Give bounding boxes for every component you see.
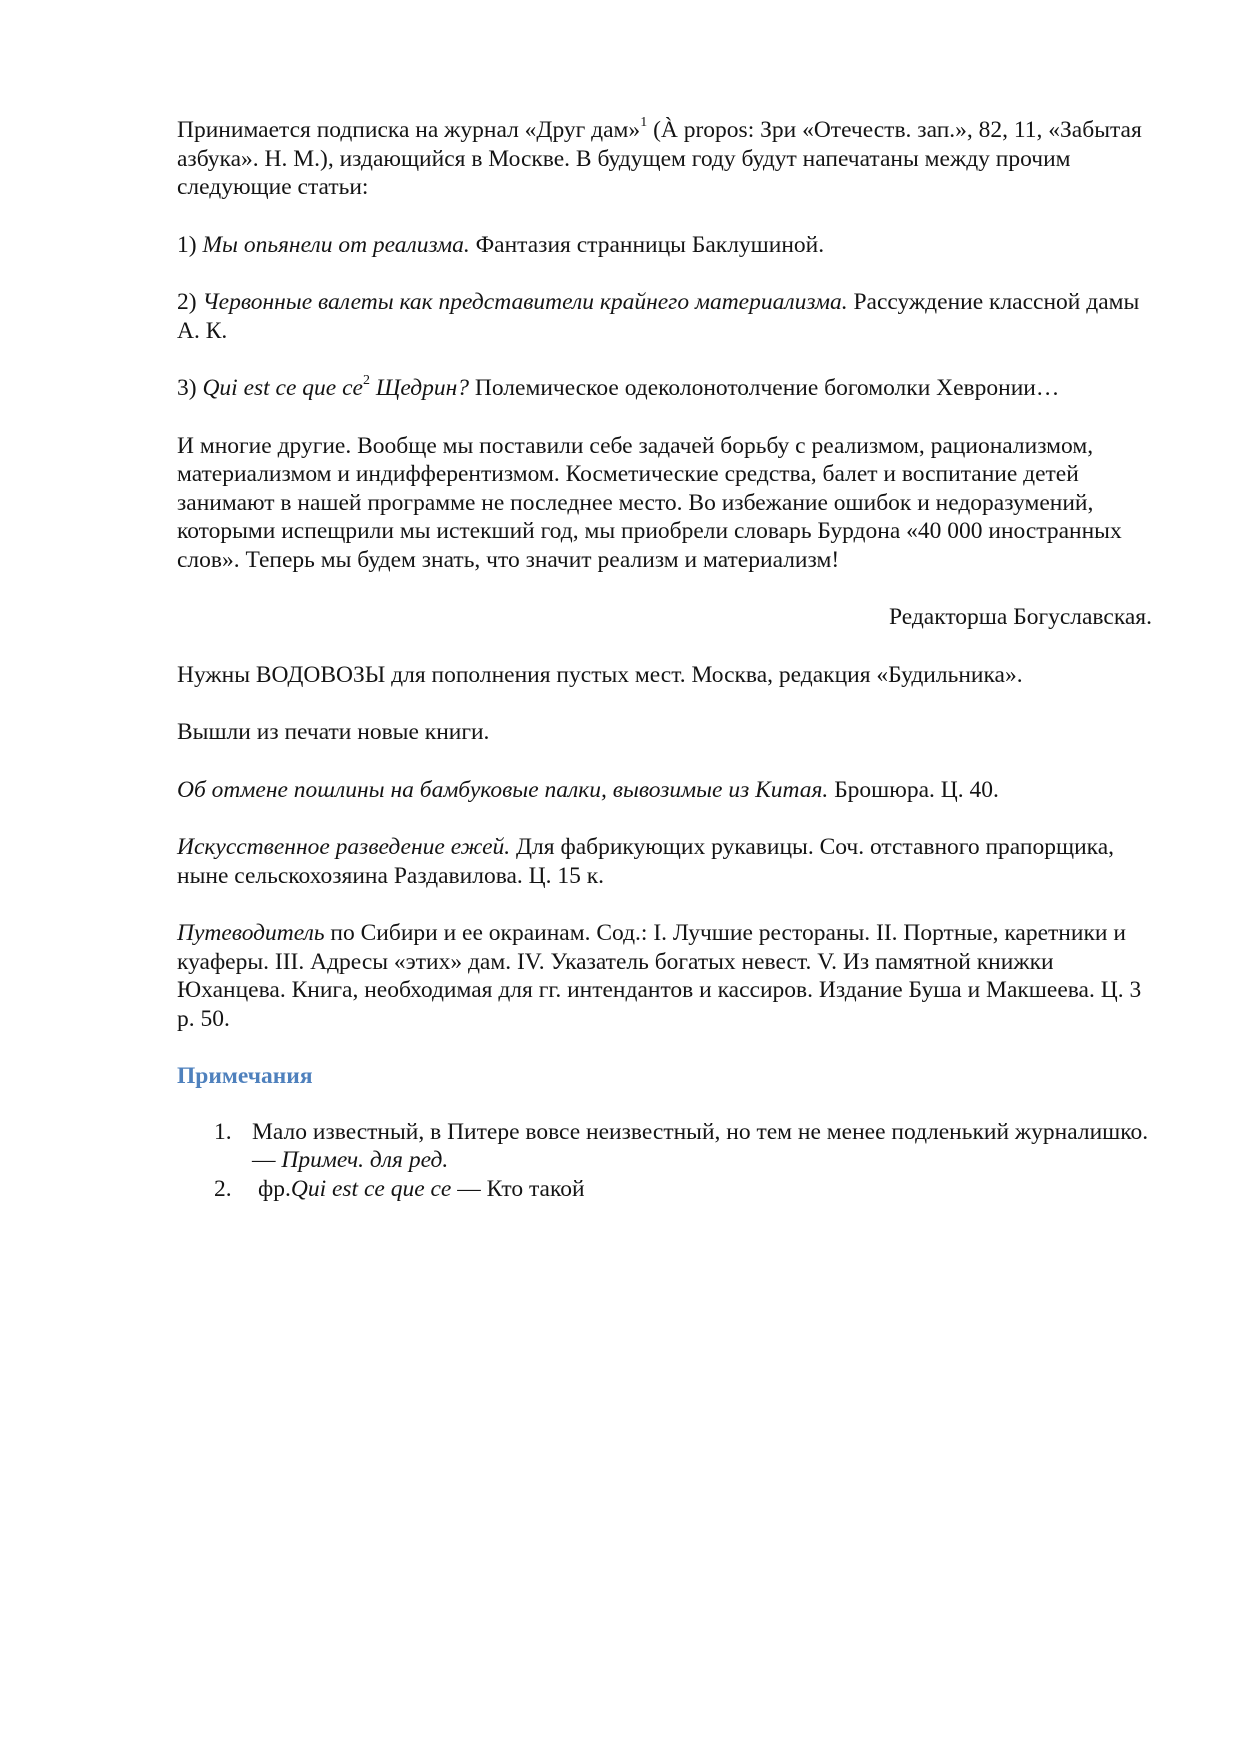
book-title: Искусственное разведение ежей. <box>177 834 511 860</box>
book-description: Для фабрикующих рукавицы. Соч. отставного прапорщика, ныне сельскохозяина Раздавилова. Ц. 15 к. <box>177 834 1115 889</box>
article-title: Мы опьянели от реализма. <box>202 231 470 258</box>
article-item-1 <box>177 231 1152 260</box>
note-number: 2. <box>214 1175 232 1202</box>
note-item-2 <box>177 1175 1152 1204</box>
note-prefix: фр. <box>258 1175 291 1202</box>
book-item-3 <box>177 919 1152 1033</box>
article-number: 2) <box>177 289 203 315</box>
book-item-1 <box>177 776 1152 805</box>
notes-heading: Примечания <box>177 1063 313 1089</box>
article-number: 1) <box>177 231 203 258</box>
advertisement: Нужны ВОДОВОЗЫ для пополнения пустых мест. Москва, редакция «Будильника». <box>177 661 1023 688</box>
document-body <box>177 116 1152 1203</box>
article-description: Полемическое одеколонотолчение богомолки Хевронии… <box>469 375 1060 401</box>
article-description: Фантазия странницы Баклушиной. <box>469 231 825 258</box>
article-title: Червонные валеты как представители крайнего материализма. <box>202 289 848 315</box>
article-number: 3) <box>177 375 203 401</box>
article-title: Щедрин? <box>369 375 469 401</box>
books-intro: Вышли из печати новые книги. <box>177 719 490 745</box>
manifesto-paragraph: И многие другие. Вообще мы поставили себе задачей борьбу с реализмом, рационализмом, материализмом и индифферентизмом. Косметические средства, балет и воспитание детей занимают в нашей программе не последнее место. Во избежание ошибок и недоразумений, которыми испещрили мы истекший год, мы приобрели словарь Бурдона «40 000 иностранных слов». Теперь мы будем знать, что значит реализм и материализм! <box>177 432 1122 573</box>
note-item-1 <box>177 1118 1152 1175</box>
note-text: — Кто такой <box>451 1175 585 1202</box>
intro-text-b: (À propos: Зри «Отечеств. зап.», 82, 11, «Забытая азбука». Н. М.), издающийся в Москве. В будущем году будут напечатаны между прочим следующие статьи: <box>177 117 1142 200</box>
book-description: по Сибири и ее окраинам. Сод.: I. Лучшие рестораны. II. Портные, каретники и куаферы. III. Адресы «этих» дам. IV. Указатель богатых невест. V. Из памятной книжки Юханцева. Книга, необходимая для гг. интендантов и кассиров. Издание Буша и Макшеева. Ц. 3 р. 50. <box>177 920 1142 1032</box>
book-item-2 <box>177 833 1152 890</box>
article-item-3 <box>177 374 1152 403</box>
footnote-ref-2[interactable]: 2 <box>362 373 370 389</box>
intro-text-a: Принимается подписка на журнал «Друг дам» <box>177 117 641 143</box>
article-title-foreign: Qui est ce que ce <box>202 375 363 401</box>
note-text: Мало известный, в Питере вовсе неизвестный, но тем не менее подленький журналишко. — <box>252 1118 1149 1173</box>
note-italic: Примеч. для ред. <box>281 1147 449 1173</box>
footnote-ref-1[interactable]: 1 <box>640 115 648 131</box>
article-description: Рассуждение классной дамы А. К. <box>177 289 1140 344</box>
book-title: Об отмене пошлины на бамбуковые палки, вывозимые из Китая. <box>177 776 829 803</box>
notes-list <box>177 1118 1152 1204</box>
note-number: 1. <box>214 1118 232 1145</box>
book-description: Брошюра. Ц. 40. <box>828 776 999 803</box>
signature: Редакторша Богуславская. <box>888 604 1152 630</box>
article-item-2 <box>177 288 1152 345</box>
book-title: Путеводитель <box>177 920 325 946</box>
intro-paragraph <box>177 116 1152 202</box>
note-italic: Qui est ce que ce <box>290 1175 452 1202</box>
